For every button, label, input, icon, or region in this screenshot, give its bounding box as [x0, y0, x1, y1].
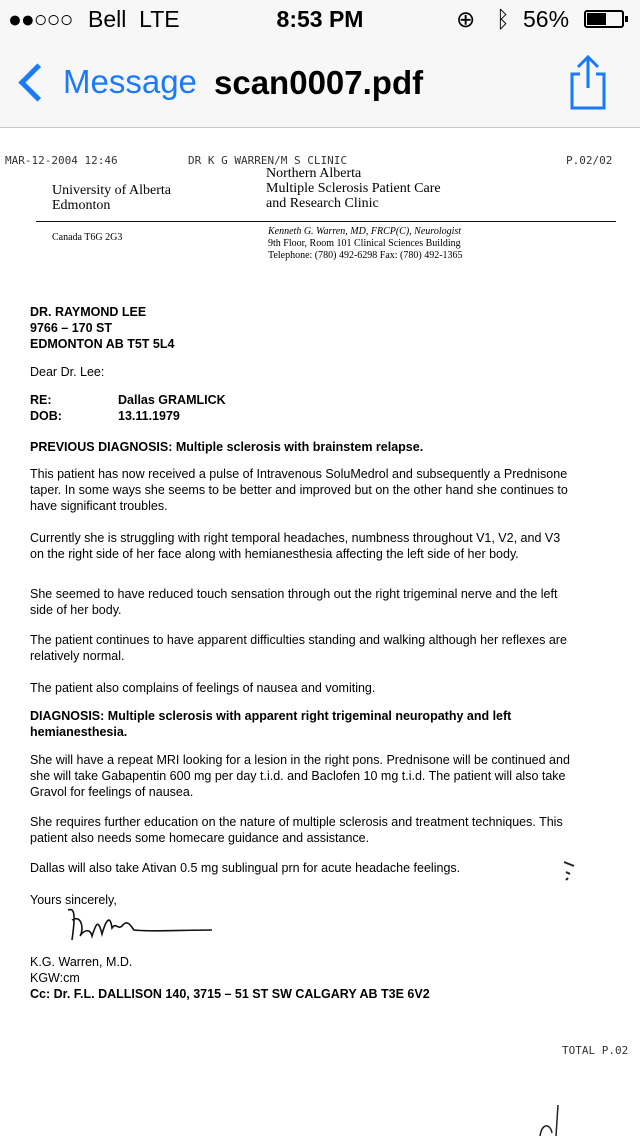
paragraph-5: The patient also complains of feelings of nausea and vomiting. — [30, 681, 376, 695]
signature-block: K.G. Warren, M.D. KGW:cm Cc: Dr. F.L. DALLISON 140, 3715 – 51 ST SW CALGARY AB T3E 6V2 — [30, 955, 430, 1001]
scan-mark-icon — [530, 1103, 580, 1136]
chevron-left-icon — [18, 63, 56, 101]
back-button[interactable] — [14, 56, 197, 108]
salutation: Dear Dr. Lee: — [30, 365, 105, 379]
letterhead-rule — [36, 221, 616, 222]
back-button-label: Message — [63, 63, 197, 100]
battery-fill — [587, 13, 606, 25]
page-title: scan0007.pdf — [214, 64, 424, 101]
diagnosis: DIAGNOSIS: Multiple sclerosis with apparent right trigeminal neuropathy and left hemianesthesia. — [30, 709, 512, 739]
signal-strength-icon: ●●○○○ — [8, 6, 73, 32]
previous-diagnosis: PREVIOUS DIAGNOSIS: Multiple sclerosis with brainstem relapse. — [30, 440, 424, 454]
letterhead-clinic: Northern Alberta Multiple Sclerosis Patient Care and Research Clinic — [266, 166, 441, 211]
letterhead-university: University of Alberta Edmonton — [52, 183, 171, 213]
paragraph-4: The patient continues to have apparent difficulties standing and walking although her reflexes are relatively normal. — [30, 633, 567, 663]
paragraph-6: She will have a repeat MRI looking for a lesion in the right pons. Prednisone will be continued and she will take Gabapentin 600 mg per day t.i.d. and Baclofen 10 mg t.i.d. The patient will also take Gravol for feelings of nausea. — [30, 753, 570, 799]
letterhead-postal: Canada T6G 2G3 — [52, 232, 123, 243]
signature-image — [62, 900, 222, 946]
fax-header-left: MAR-12-2004 12:46 — [5, 154, 118, 167]
recipient-address: DR. RAYMOND LEE 9766 – 170 ST EDMONTON AB T5T 5L4 — [30, 305, 175, 351]
share-icon[interactable] — [568, 54, 608, 110]
paragraph-8: Dallas will also take Ativan 0.5 mg sublingual prn for acute headache feelings. — [30, 861, 461, 875]
paragraph-3: She seemed to have reduced touch sensation through out the right trigeminal nerve and the left side of her body. — [30, 587, 558, 617]
bluetooth-icon: ᛒ — [496, 6, 510, 32]
fax-header-right: P.02/02 — [566, 154, 613, 167]
clock: 8:53 PM — [276, 6, 364, 32]
orientation-lock-icon: ⊕ — [456, 6, 476, 32]
paragraph-7: She requires further education on the nature of multiple sclerosis and treatment techniques. This patient also needs some homecare guidance and assistance. — [30, 815, 563, 845]
pdf-page[interactable] — [0, 128, 640, 1136]
scan-mark-icon — [560, 858, 580, 882]
fax-total: TOTAL P.02 — [562, 1044, 629, 1057]
re-line: RE: Dallas GRAMLICK — [30, 393, 226, 407]
letterhead-contact: Kenneth G. Warren, MD, FRCP(C), Neurologist 9th Floor, Room 101 Clinical Sciences Building Telephone: (780) 492-6298 Fax: (780) 492-1365 — [268, 226, 463, 261]
fax-header-mid: DR K G WARREN/M S CLINIC — [188, 154, 347, 167]
battery-icon — [584, 10, 624, 28]
carrier-name: Bell LTE — [88, 6, 180, 32]
paragraph-2: Currently she is struggling with right temporal headaches, numbness throughout V1, V2, and V3 on the right side of her face along with hemianesthesia affecting the left side of her body. — [30, 531, 561, 561]
battery-percentage: 56% — [523, 6, 570, 32]
paragraph-1: This patient has now received a pulse of Intravenous SoluMedrol and subsequently a Prednisone taper. In some ways she seems to be better and improved but on the other hand she continues to have significant troubles. — [30, 467, 568, 513]
dob-line: DOB: 13.11.1979 — [30, 409, 180, 423]
closing: Yours sincerely, — [30, 893, 117, 907]
status-bar — [0, 0, 640, 40]
navigation-bar — [0, 40, 640, 128]
